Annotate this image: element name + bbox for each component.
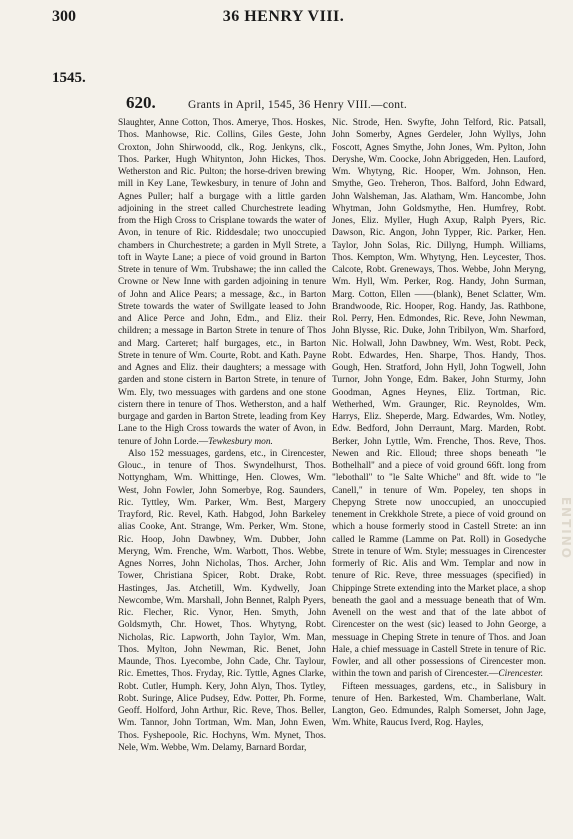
left-column — [118, 117, 326, 829]
paragraph-text: Slaughter, Anne Cotton, Thos. Amerye, Thos. Hoskes, Thos. Manhowse, Ric. Collins, Giles Geste, John Croxton, John Shirwoodd, clk., Rog. Jenkyns, clk., Thos. Parker, Hugh Whitynton, John Hickes, Thos. Wetherston and Ric. Pulton; the horse-driven brewing mill in Key Lane, Tewkesbury, in tenure of John and Agnes Puller; half a burgage with a little garden adjoining in the street called Churchestrete leading from the High Cross to Crisplane towards the water of Avon, in tenure of Ric. Riddesdale; two unoccupied chambers in Churchestrete; a garden in Myll Strete, a toft in Wayte Lane; a piece of void ground in Barton Strete in tenure of Wm. Trubshawe; the inn called the Crowne or New Inne with garden adjoining in tenure of John and Alice Pears; a message, &c., in Barton Strete towards the water of Swillgate leased to John and Alice Perce and John, Edm., and Eliz. their children; a message in Barton Strete in tenure of Thos and Marg. Carteret; half burgages, etc., in Barton Strete in tenure of Wm. Courte, Robt. and Kath. Payne and Agnes and Eliz. their daughters; a message with garden and stone cistern in Barton Strete, in tenure of Wm. Ely, two messuages with gardens and one stone cistern there in tenure of Thos. Wetherston, and a half burgage and garden in Barton Strete, leading from Key Lane to the High Cross towards the water of Avon, in tenure of John Lorde.— — [118, 118, 326, 447]
right-column — [332, 117, 546, 829]
place-name: Tewkesbury mon. — [208, 436, 273, 447]
entry-number: 620. — [126, 93, 156, 112]
running-head: 36 HENRY VIII. — [222, 8, 345, 25]
paragraph-text: Nic. Strode, Hen. Swyfte, John Telford, Ric. Patsall, John Somerby, Agnes Gerdeler, John Wyllys, John Foscott, Agnes Smythe, John Jones, Wm. Pylton, John Deryshe, Wm. Coocke, John Abriggeden, Hen. Lauford, Wm. Whytyng, Ric. Hooper, Wm. Johnson, Hen. Smythe, Geo. Treheron, Thos. Balford, John Edward, John Walsheman, Jas. Alatham, Wm. Hancombe, John Whytman, John Goldsmythe, Hen. Humfrey, Robt. Jones, Eliz. Myller, Hugh Axup, Ralph Pyers, Ric. Dawson, Ric. Angon, John Typper, Ric. Parker, Hen. Taylor, John Solas, Ric. Dillyng, Humph. Williams, Thos. Kempton, Wm. Whytyng, Hen. Leycester, Thos. Calcote, Robt. Greneways, Thos. Webbe, John Meryng, Wm. Hyll, Wm. Perker, Rog. Handy, John Surman, Marg. Cotton, Ellen ——(blank), Benet Sclatter, Wm. Brandwoode, Ric. Hooper, Rog. Handy, Jas. Rathbone, Rol. Perry, Hen. Edmondes, Ric. Reve, John Newman, John Blysse, Ric. Duke, John Tribilyon, Wm. Sharford, Nic. Holwall, John Dawbney, Wm. West, Robt. Peck, Robt. Edwardes, Hen. Sharpe, Thos. Handy, Thos. Gough, Hen. Stratford, John Hyll, John Togwell, John Turnor, John Yonge, Edm. Baker, John Sturmy, John Goodman, Agnes Heynes, Eliz. Tortman, Ric. Wetherhed, Wm. Graunger, Ric. Reynoldes, Wm. Harrys, Eliz. Sheperde, Marg. Edwardes, Wm. Notley, Edw. Bedford, John Derraunt, Marg. Marden, Robt. Berker, John Lyttle, Wm. Frenche, Thos. Reve, Thos. Newen and Ric. Elloud; three shops beneath "le Bothelhall" and a piece of void ground 66ft. long from "lebothall" to "le Salte Whiche" and 8ft. wide to "le Canell," in tenure of Wm. Popeley, ten shops in Chepyng Strete now unoccupied, an unoccupied tenement in Crekkhole Strete, a piece of void ground on which a house formerly stood in Castell Strete: an inn called le Ramme (Lamme on Pat. Roll) in Gosedyche Strete in tenure of Wm. Style; messuages in Cirencester formerly of Ric. Alis and Wm. Templar and now in tenure of Ric. Reve, three messuages (specified) in Chippinge Strete extending into the Market place, a shop beneath the gaol and a messuage beneath that of Wm. Avenell on the west and that of the late abbot of Cirencester on the west (sic) leased to John George, a messuage in Cheping Strete in tenure of Thos. and Joan Hale, a chief messuage in Castell Strete in tenure of Ric. Fowler, and all other possessions of Cirencester mon. within the town and parish of Cirencester.— — [332, 118, 546, 680]
page-number: 300 — [52, 8, 76, 25]
place-name: Cirencester. — [498, 669, 544, 680]
paragraph-text: Fifteen messuages, gardens, etc., in Salisbury in tenure of Hen. Barkested, Wm. Chamberlane, Walt. Langton, Geo. Edmundes, Ralph Somerset, John Jage, Wm. White, Raucus Iverd, Rog. Hayles, — [332, 681, 546, 729]
paragraph — [118, 117, 326, 448]
entry-title: Grants in April, 1545, 36 Henry VIII.—cont. — [188, 99, 408, 111]
paragraph — [118, 448, 326, 754]
paragraph — [332, 117, 546, 681]
year-marker: 1545. — [52, 70, 86, 86]
watermark: ENTINO — [559, 496, 573, 560]
paragraph-text: Also 152 messuages, gardens, etc., in Cirencester, Glouc., in tenure of Thos. Swyndelhurst, Thos. Nottyngham, Wm. Whittinge, Hen. Clowes, Wm. West, John Fowler, John Somerbye, Rog. Saunders, Ric. Tyttley, Wm. Parker, Wm. Best, Margery Trayford, Ric. Revel, Kath. Habgod, John Barkeley alias Cooke, Ant. Strange, Wm. Perker, Wm. Stone, Ric. Hoop, John Dawbney, Wm. Dubber, John Meryng, Wm. Frenche, Wm. Warbott, Thos. Webbe, Agnes Norres, John Nicholas, Thos. Archer, John Tower, Christiana Spicer, Robt. Drake, Robt. Hastinges, Jas. Atchetill, Wm. Kydwelly, Joan Newcombe, Wm. Marshall, John Bennet, Ralph Pyers, Ric. Flecher, Ric. Vynor, Hen. Smyth, John Goldsmyth, Chr. Howet, Thos. Whytyng, Robt. Nicholas, Ric. Lapworth, John Taylor, Wm. Man, Thos. Mylton, John Newman, Ric. Benet, John Maunde, Thos. Lyecombe, John Cade, Chr. Taylour, Ric. Emettes, Thos. Fryday, Ric. Tyttle, Agnes Clarke, Robt. Cutler, Humph. Kery, John Alyn, Thos. Tytley, Robt. Suringe, Alice Pudsey, Edw. Potter, Ph. Forme, Geoff. Holford, John Arthur, Ric. Reve, Thos. Beller, Wm. Tannor, John Tortman, Wm. Man, John Ewen, Thos. Fyshepoole, Ric. Hochyns, Wm. Mynet, Thos. Nele, Wm. Webbe, Wm. Delamy, Barnard Bordar, — [118, 448, 326, 753]
paragraph — [332, 681, 546, 730]
